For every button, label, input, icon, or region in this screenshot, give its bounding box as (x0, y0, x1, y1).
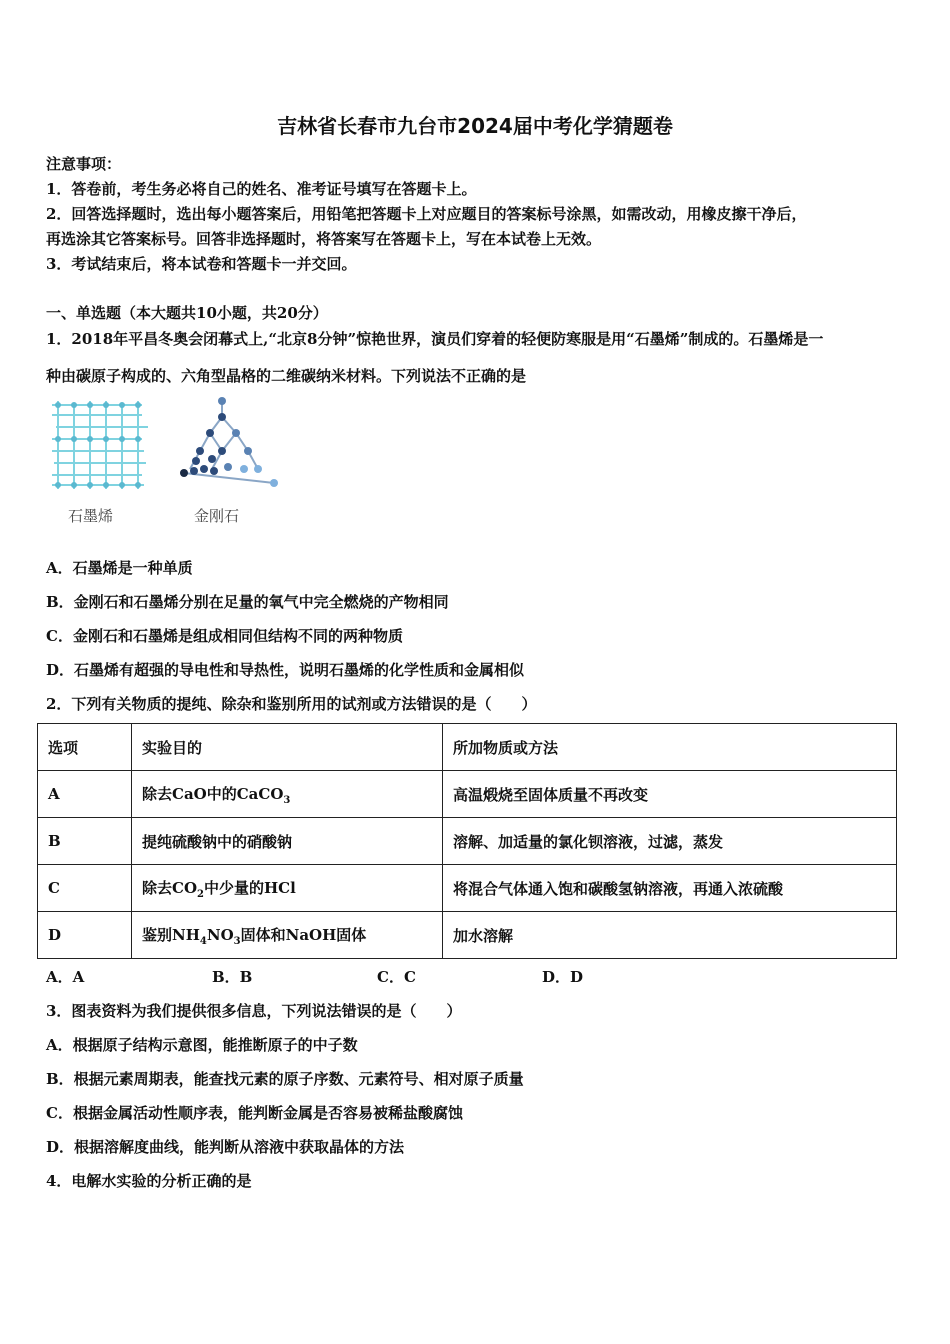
q2-choice-a: A．A (46, 968, 85, 986)
row-method: 加水溶解 (443, 912, 897, 959)
q1-stem-line1: 1．2018年平昌冬奥会闭幕式上,“北京8分钟”惊艳世界，演员们穿着的轻便防寒服是用“石墨烯”制成的。石墨烯是一 (46, 330, 824, 348)
graphene-label: 石墨烯 (68, 507, 114, 525)
q3-option-a: A．根据原子结构示意图，能推断原子的中子数 (46, 1036, 358, 1054)
q1-option-c: C．金刚石和石墨烯是组成相同但结构不同的两种物质 (46, 627, 403, 645)
row-option: C (38, 865, 132, 912)
row-method: 溶解、加适量的氯化钡溶液，过滤，蒸发 (443, 818, 897, 865)
table-row (38, 865, 897, 912)
header-method: 所加物质或方法 (443, 724, 897, 771)
q3-option-c: C．根据金属活动性顺序表，能判断金属是否容易被稀盐酸腐蚀 (46, 1104, 463, 1122)
row-method: 高温煅烧至固体质量不再改变 (443, 771, 897, 818)
q3-stem: 3．图表资料为我们提供很多信息，下列说法错误的是（ ） (46, 1002, 462, 1020)
q3-option-b: B．根据元素周期表，能查找元素的原子序数、元素符号、相对原子质量 (46, 1070, 524, 1088)
graphene-diamond-figure (44, 393, 284, 533)
notice-item-1: 1．答卷前，考生务必将自己的姓名、准考证号填写在答题卡上。 (46, 180, 477, 198)
q2-choice-b: B．B (212, 968, 253, 986)
q1-stem-line2: 种由碳原子构成的、六角型晶格的二维碳纳米材料。下列说法不正确的是 (46, 367, 527, 385)
q2-stem: 2．下列有关物质的提纯、除杂和鉴别所用的试剂或方法错误的是（ ） (46, 695, 537, 713)
q1-option-d: D．石墨烯有超强的导电性和导热性，说明石墨烯的化学性质和金属相似 (46, 661, 525, 679)
row-option: B (38, 818, 132, 865)
q2-choice-c: C．C (377, 968, 416, 986)
q1-option-b: B．金刚石和石墨烯分别在足量的氧气中完全燃烧的产物相同 (46, 593, 449, 611)
notice-item-2-cont: 再选涂其它答案标号。回答非选择题时，将答案写在答题卡上，写在本试卷上无效。 (46, 230, 602, 248)
page-title: 吉林省长春市九台市2024届中考化学猜题卷 (277, 114, 673, 138)
row-aim: 提纯硫酸钠中的硝酸钠 (132, 818, 443, 865)
q3-option-d: D．根据溶解度曲线，能判断从溶液中获取晶体的方法 (46, 1138, 405, 1156)
table-row (38, 818, 897, 865)
section-heading: 一、单选题（本大题共10小题，共20分） (46, 304, 328, 322)
header-aim: 实验目的 (132, 724, 443, 771)
row-method: 将混合气体通入饱和碳酸氢钠溶液，再通入浓硫酸 (443, 865, 897, 912)
row-option: D (38, 912, 132, 959)
q4-stem: 4．电解水实验的分析正确的是 (46, 1172, 252, 1190)
q1-option-a: A．石墨烯是一种单质 (46, 559, 193, 577)
q2-choice-d: D．D (542, 968, 584, 986)
table-row (38, 771, 897, 818)
diamond-label: 金刚石 (194, 507, 240, 525)
row-aim: 鉴别$NH_4NO_3$固体和NaOH固体 (132, 912, 443, 959)
table-row (38, 912, 897, 959)
row-option: A (38, 771, 132, 818)
table-header-row (38, 724, 897, 771)
row-aim: 除去$CO_2$中少量的HCl (132, 865, 443, 912)
experiment-table (37, 723, 897, 959)
notice-item-3: 3．考试结束后，将本试卷和答题卡一并交回。 (46, 255, 357, 273)
header-option: 选项 (38, 724, 132, 771)
row-aim: 除去CaO中的CaCO$_3$ (132, 771, 443, 818)
notice-heading: 注意事项： (46, 155, 122, 173)
notice-item-2: 2．回答选择题时，选出每小题答案后，用铅笔把答题卡上对应题目的答案标号涂黑，如需改动，用橡皮擦干净后， (46, 205, 807, 223)
